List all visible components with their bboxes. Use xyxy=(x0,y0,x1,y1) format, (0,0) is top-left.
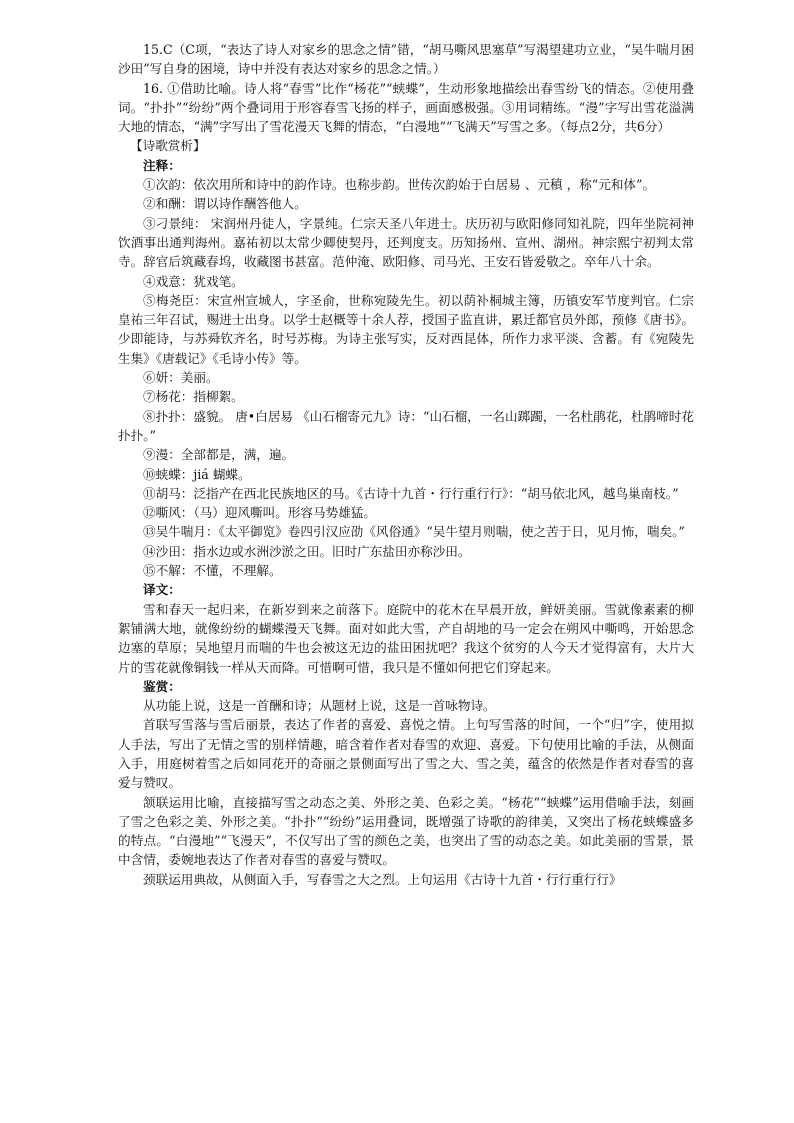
section-title: 【诗歌赏析】 xyxy=(130,138,206,154)
appreciation-paragraph: 颈联运用典故，从侧面入手，写春雪之大之烈。上句运用《古诗十九首・行行重行行》 xyxy=(143,871,622,887)
answer-15: 15.C（C项，“表达了诗人对家乡的思念之情”错，“胡马嘶风思塞草”写渴望建功立业，“吴牛喘月困沙田”写自身的困境，诗中并没有表达对家乡的思念之情。） xyxy=(118,42,694,77)
appreciation-paragraph: 首联写雪落与雪后丽景，表达了作者的喜爱、喜悦之情。上句写雪落的时间，一个“归”字，使用拟人手法，写出了无情之雪的别样情趣，暗含着作者对春雪的欢迎、喜爱。下句使用比喻的手法，从侧面入手，用庭树着雪之后如同花开的奇丽之景侧面写出了雪之大、雪之美，蕴含的依然是作者对春雪的喜爱与赞叹。 xyxy=(118,717,694,791)
answer-16: 16. ①借助比喻。诗人将“春雪”比作“杨花”“蛱蝶”，生动形象地描绘出春雪纷飞的情态。②使用叠词。“扑扑”“纷纷”两个叠词用于形容春雪飞扬的样子，画面感极强。③用词精练。“漫”字写出雪花溢满大地的情态，“满”字写出了雪花漫天飞舞的情态，“白漫地”“飞满天”写雪之多。（每点2分，共6分） xyxy=(118,80,694,135)
note-item: ①次韵：依次用所和诗中的韵作诗。也称步韵。世传次韵始于白居易 、元稹 ，称“元和体”。 xyxy=(143,177,656,193)
note-item: ⑫嘶风：（马）迎风嘶叫。形容马势雄猛。 xyxy=(143,505,376,521)
note-item: ⑦杨花：指柳絮。 xyxy=(143,389,244,405)
note-item: ⑪胡马：泛指产在西北民族地区的马。《古诗十九首・行行重行行》：“胡马依北风，越鸟巢南枝。” xyxy=(143,485,679,501)
note-item: ④戏意：犹戏笔。 xyxy=(143,273,244,289)
translation-text: 雪和春天一起归来，在新岁到来之前落下。庭院中的花木在早晨开放，鲜妍美丽。雪就像素素的柳絮铺满大地，就像纷纷的蝴蝶漫天飞舞。面对如此大雪，产自胡地的马一定会在朔风中嘶鸣，开始思念边塞的草原；吴地望月而喘的牛也会被这无边的盐田困扰吧？我这个贫穷的人今天才觉得富有，大片大片的雪花就像铜钱一样从天而降。可惜啊可惜，我只是不懂如何把它们穿起来。 xyxy=(118,601,694,675)
note-item: ⑤梅尧臣：宋宣州宣城人，字圣俞，世称宛陵先生。初以荫补桐城主簿，历镇安军节度判官。仁宗皇祐三年召试，赐进士出身。以学士赵概等十余人荐，授国子监直讲，累迁都官员外郎，预修《唐书》。少即能诗，与苏舜钦齐名，时号苏梅。为诗主张写实，反对西昆体，所作力求平淡、含蓄。有《宛陵先生集》《唐载记》《毛诗小传》等。 xyxy=(118,292,694,366)
appreciation-label: 鉴赏： xyxy=(143,678,181,694)
note-item: ⑧扑扑：盛貌。 唐•白居易 《山石榴寄元九》诗：“山石榴，一名山踯躅，一名杜鹃花，杜鹃啼时花扑扑。” xyxy=(118,408,694,443)
note-item: ⑬吴牛喘月：《太平御览》卷四引汉应劭《风俗通》“吴牛望月则喘，使之苦于日，见月怖，喘矣。” xyxy=(143,524,685,540)
note-item: ⑥妍：美丽。 xyxy=(143,370,219,386)
note-item: ⑮不解：不懂，不理解。 xyxy=(143,563,282,579)
appreciation-paragraph: 从功能上说，这是一首酬和诗；从题材上说，这是一首咏物诗。 xyxy=(143,698,496,714)
notes-label: 注释： xyxy=(143,157,181,173)
appreciation-paragraph: 颔联运用比喻，直接描写雪之动态之美、外形之美、色彩之美。“杨花”“蛱蝶”运用借喻手法，刻画了雪之色彩之美、外形之美。“扑扑”“纷纷”运用叠词，既增强了诗歌的韵律美，又突出了杨花蛱蝶盛多的特点。“白漫地”“飞漫天”，不仅写出了雪的颜色之美，也突出了雪的动态之美。如此美丽的雪景，景中含情，委婉地表达了作者对春雪的喜爱与赞叹。 xyxy=(118,794,694,868)
note-item: ⑩蛱蝶：jiá 蝴蝶。 xyxy=(143,466,251,482)
note-item: ⑨漫：全部都是，满，遍。 xyxy=(143,447,295,463)
note-item: ⑭沙田：指水边或水洲沙淤之田。旧时广东盐田亦称沙田。 xyxy=(143,543,471,559)
document-body xyxy=(118,40,694,889)
translation-label: 译文： xyxy=(143,582,181,598)
note-item: ③刁景纯： 宋润州丹徒人，字景纯。仁宗天圣八年进士。庆历初与欧阳修同知礼院，四年坐院祠神饮酒事出通判海州。嘉祐初以太常少卿使契丹，还判度支。历知扬州、宣州、湖州。神宗熙宁初判太常寺。辞官后筑藏春坞，收藏图书甚富。范仲淹、欧阳修、司马光、王安石皆爱敬之。卒年八十余。 xyxy=(118,215,694,270)
note-item: ②和酬：谓以诗作酬答他人。 xyxy=(143,196,307,212)
